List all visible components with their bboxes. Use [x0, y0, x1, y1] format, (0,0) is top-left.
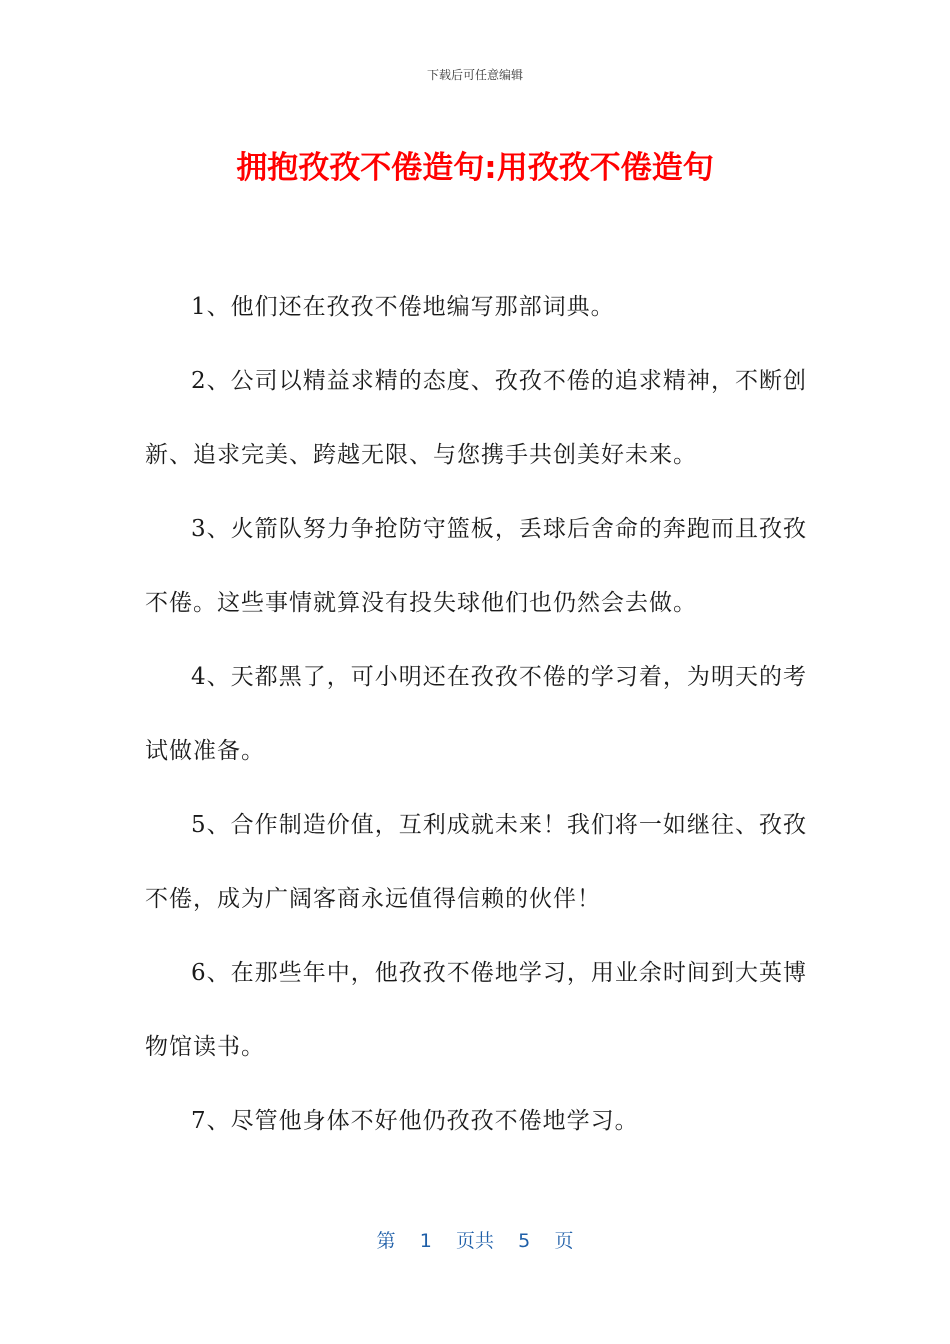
paragraph-2: 2、公司以精益求精的态度、孜孜不倦的追求精神，不断创新、追求完美、跨越无限、与您携手共创美好未来。: [145, 368, 807, 468]
page-footer: [0, 1226, 950, 1253]
footer-suffix: 页: [554, 1230, 574, 1252]
footer-current-page: 1: [419, 1230, 432, 1252]
footer-prefix: 第: [376, 1230, 396, 1252]
paragraph-3: 3、火箭队努力争抢防守篮板，丢球后舍命的奔跑而且孜孜不倦。这些事情就算没有投失球他们也仍然会去做。: [145, 516, 807, 616]
paragraph-6: 6、在那些年中，他孜孜不倦地学习，用业余时间到大英博物馆读书。: [145, 960, 807, 1060]
document-body: [145, 270, 807, 1158]
header-note: 下载后可任意编辑: [426, 68, 523, 82]
document-title: 拥抱孜孜不倦造句:用孜孜不倦造句: [236, 150, 714, 186]
paragraph-1: 1、他们还在孜孜不倦地编写那部词典。: [191, 294, 615, 320]
paragraph-7: 7、尽管他身体不好他仍孜孜不倦地学习。: [191, 1108, 639, 1134]
paragraph-5: 5、合作制造价值，互利成就未来！我们将一如继往、孜孜不倦，成为广阔客商永远值得信赖的伙伴！: [145, 812, 807, 912]
paragraph-4: 4、天都黑了，可小明还在孜孜不倦的学习着，为明天的考试做准备。: [145, 664, 807, 764]
footer-total-pages: 5: [518, 1230, 531, 1252]
footer-mid: 页共: [455, 1230, 494, 1252]
